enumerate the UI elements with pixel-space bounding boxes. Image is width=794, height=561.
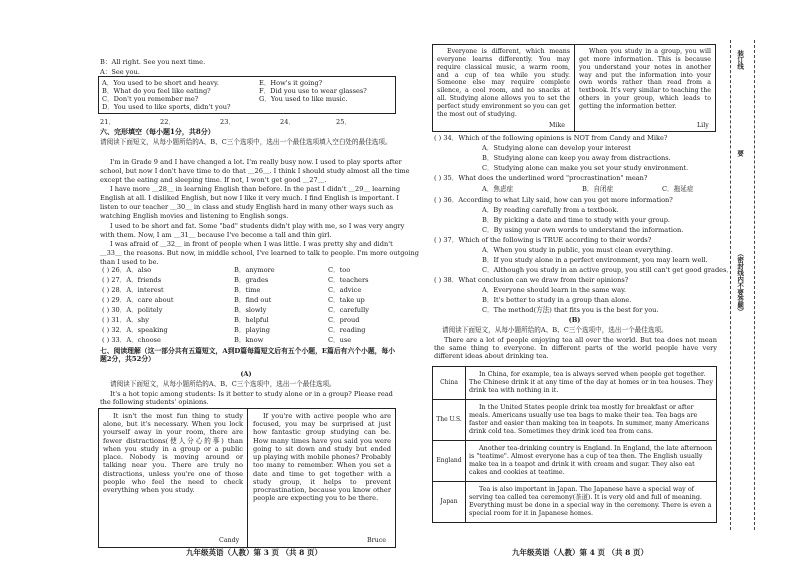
cloze-line: I'm in Grade 9 and I have changed a lot. I'm really busy now. I used to play sports after	[110, 158, 402, 166]
binding-warning: （密封线内不要答题）	[736, 250, 745, 315]
question-30[interactable]: ( ) 30．A．politely	[102, 306, 163, 314]
country-cell: China	[433, 367, 466, 400]
table-row	[433, 367, 717, 400]
country-cell: The U.S.	[433, 400, 466, 441]
question-31-b[interactable]: B．helpful	[234, 316, 269, 324]
option-a: A．You used to be short and heavy.	[102, 79, 219, 87]
question-26[interactable]: ( ) 26．A．also	[102, 266, 152, 274]
question-34[interactable]: ( ) 34．Which of the following opinions is NOT from Candy and Mike?	[434, 134, 668, 142]
answer-slot-21: 21．	[100, 118, 115, 126]
option-b: B．What do you feel like eating?	[102, 87, 211, 95]
question-27-c[interactable]: C．teachers	[328, 276, 369, 284]
question-36[interactable]: ( ) 36．According to what Lily said, how can you get more information?	[434, 196, 673, 204]
section-6-title: 六、完形填空（每小题1分，共8分）	[100, 127, 215, 136]
lily-signature: Lily	[697, 122, 709, 130]
answer-slot-22: 22．	[160, 118, 175, 126]
q35-option-c[interactable]: C．拖延症	[662, 185, 694, 193]
passage-b-instructions: 请阅读下面短文，从每小题所给的A、B、C三个选项中，选出一个最佳选项。	[442, 326, 668, 334]
passage-b-label: (B)	[568, 316, 581, 324]
question-27[interactable]: ( ) 27．A．friends	[102, 276, 162, 284]
tea-table	[432, 366, 717, 523]
q37-option-a[interactable]: A．When you study in public, you must clean everything.	[482, 246, 673, 254]
option-f: F．Did you use to wear glasses?	[259, 87, 367, 95]
q36-option-b[interactable]: B．By picking a date and time to study with your group.	[482, 216, 671, 224]
q35-option-a[interactable]: A．焦虑症	[482, 185, 514, 193]
question-29[interactable]: ( ) 29．A．care about	[102, 296, 174, 304]
table-row	[433, 400, 717, 441]
section-6-instructions: 请阅读下面短文，从每小题所给的A、B、C三个选项中，选出一个最佳选项填入空白处的最佳选项。	[100, 138, 392, 146]
q38-option-c[interactable]: C．The method(方法) that fits you is the best for you.	[482, 306, 659, 314]
q34-option-c[interactable]: C．Studying alone can make you set your study environment.	[482, 164, 689, 172]
passage-a-intro: It's a hot topic among students: Is it better to study alone or in a group? Please read the following students' opinions.	[100, 390, 393, 407]
question-32-b[interactable]: B．playing	[234, 326, 271, 334]
candy-opinion: It isn't the most fun thing to study alone, but it's necessary. When you lock yourself away in your room, there are fewer distractions(使人分心的事) than when you study in a group or a public place. Nobody is moving around or talking near you. There are truly no distractions, unless you're one of those people who feel the need to check everything when you study.	[103, 412, 243, 495]
country-text-cell: In China, for example, tea is always served when people get together. The Chinese drink it at any time of the day at homes or in tea houses. They drink tea with nothing in it.	[466, 367, 717, 400]
q38-option-b[interactable]: B．It's better to study in a group than alone.	[482, 296, 632, 304]
cloze-line: school, but now I don't have time to do that ＿26＿. I think I should study almost all the time	[100, 167, 410, 175]
question-32[interactable]: ( ) 32．A．speaking	[102, 326, 168, 334]
q35-option-b[interactable]: B．自闭症	[582, 185, 614, 193]
question-31-c[interactable]: C．proud	[328, 316, 360, 324]
country-cell: England	[433, 441, 466, 482]
q37-option-b[interactable]: B．If you study alone in a perfect environment, you may learn well.	[482, 256, 708, 264]
question-26-b[interactable]: B．anymore	[234, 266, 275, 274]
q34-option-a[interactable]: A．Studying alone can develop your interest	[482, 144, 631, 152]
cloze-line: listen to our teacher ＿30＿ in class and study English hard in many other ways such as	[100, 203, 394, 211]
binding-label: 装订线	[736, 50, 745, 70]
mike-signature: Mike	[549, 122, 566, 130]
cloze-line: I used to be short and fat. Some "bad" students didn't play with me, so I was very angry	[110, 222, 405, 230]
question-32-c[interactable]: C．reading	[328, 326, 366, 334]
option-c: C．Don't you remember me?	[102, 95, 199, 103]
country-text-cell: In the United States people drink tea mostly for breakfast or after meals. Americans usually use tea bags to make their tea. Tea bags are faster and easier than making tea in teapots. In summer, many Americans drink cold tea. Sometimes they drink iced tea from cans.	[466, 400, 717, 441]
cloze-line: I was afraid of ＿32＿ in front of people when I was little. I was pretty shy and didn't	[110, 240, 393, 248]
option-e: E．How's it going?	[259, 79, 323, 87]
dialogue-line-b: B：All right. See you next time.	[100, 58, 206, 66]
mike-opinion: Everyone is different, which means everyone learns differently. You may require classical music, a warm room, and a cup of tea while you study. Someone else may require complete silence, a cool room, and no snacks at all. Studying alone allows you to set the perfect study environment so you can get the most out of studying.	[437, 48, 570, 118]
cloze-line: I have more ＿28＿ in learning English than before. In the past I didn't ＿29＿ learning	[110, 185, 401, 193]
question-28[interactable]: ( ) 28．A．interest	[102, 286, 164, 294]
passage-a-instructions: 请阅读下面短文，从每小题所给的A、B、C三个选项中，选出一个最佳选项。	[110, 380, 336, 388]
country-cell: Japan	[433, 482, 466, 523]
answer-slot-25: 25．	[336, 118, 351, 126]
passage-b-intro: There are a lot of people enjoying tea all over the world. But tea does not mean the same thing to everyone. In different parts of the world people have very different ideas about drinking tea.	[434, 336, 717, 361]
question-38[interactable]: ( ) 38．What conclusion can we draw from their opinions?	[434, 276, 629, 284]
question-33[interactable]: ( ) 33．A．choose	[102, 336, 161, 344]
q38-option-a[interactable]: A．Everyone should learn in the same way.	[482, 286, 627, 294]
cloze-line: ＿33＿ the reasons. But now, in middle school, I've learned to talk to people. I'm more outgoing	[100, 249, 419, 257]
question-33-b[interactable]: B．know	[234, 336, 264, 344]
question-28-c[interactable]: C．advice	[328, 286, 362, 294]
cut-line	[754, 40, 755, 530]
question-29-c[interactable]: C．take up	[328, 296, 365, 304]
bruce-signature: Bruce	[367, 537, 386, 545]
cloze-line: watching English movies and listening to English songs.	[100, 212, 289, 220]
answer-slot-24: 24．	[280, 118, 295, 126]
question-26-c[interactable]: C．too	[328, 266, 351, 274]
opinions-box-1	[98, 408, 396, 548]
page-footer-3: 九年级英语（人教）第 3 页 （共 8 页）	[186, 548, 322, 557]
options-box	[98, 76, 396, 114]
table-row	[433, 482, 717, 523]
question-31[interactable]: ( ) 31．A．shy	[102, 316, 150, 324]
cut-line	[730, 40, 731, 530]
candy-signature: Candy	[219, 537, 240, 545]
cloze-line: with them. Now, I am ＿31＿ because I've become a tall and thin girl.	[100, 231, 332, 239]
question-30-b[interactable]: B．slowly	[234, 306, 267, 314]
country-text-cell: Another tea-drinking country is England. In England, the late afternoon is "teatime". Almost everyone has a cup of tea then. The English usually make tea in a teapot and drink it with cream and sugar. They also eat cakes and cookies at teatime.	[466, 441, 717, 482]
opinions-box-2	[432, 44, 716, 132]
question-37[interactable]: ( ) 37．Which of the following is TRUE according to their words?	[434, 236, 652, 244]
page-footer-4: 九年级英语（人教）第 4 页 （共 8 页）	[512, 548, 648, 557]
option-g: G．You used to like music.	[259, 95, 348, 103]
cloze-line: English at all. I disliked English, but now I like it very much. I find English is important. I	[100, 194, 400, 202]
binding-margin	[724, 40, 762, 530]
q36-option-c[interactable]: C．By using your own words to understand the information.	[482, 226, 684, 234]
cloze-line: than I used to be.	[100, 258, 159, 266]
q34-option-b[interactable]: B．Studying alone can keep you away from distractions.	[482, 154, 671, 162]
q36-option-a[interactable]: A．By reading carefully from a textbook.	[482, 206, 619, 214]
question-35[interactable]: ( ) 35．What does the underlined word "procrastination" mean?	[434, 174, 648, 182]
country-text-cell: Tea is also important in Japan. The Japanese have a special way of serving tea called tea ceremony(茶道). It is very old and full of meaning. Everything must be done in a special way in the ceremony. There is even a special room for it in Japanese homes.	[466, 482, 717, 523]
bruce-opinion: If you're with active people who are focused, you may be surprised at just how fantastic group studying can be. How many times have you said you were going to sit down and study but ended up playing with mobile phones? Probably too many to remember. When you set a date and time to get together with a study group, it helps to prevent procrastination, because you know other people are expecting you to be there.	[253, 412, 391, 503]
table-row	[433, 441, 717, 482]
cloze-line: except the eating and sleeping time. If not, I won't get good ＿27＿.	[100, 176, 327, 184]
lily-opinion: When you study in a group, you will get more information. This is because you understand your notes in another way and put the information into your own words rather than read from a textbook. It's very similar to teaching the others in your group, which leads to getting the information better.	[579, 48, 711, 111]
column-divider	[247, 409, 248, 547]
section-7-title: 七、阅读理解（这一部分共有五篇短文，A到D篇每篇短文后有五个小题，E篇后有六个小题，每小题2分，共52分）	[100, 347, 396, 364]
column-divider	[574, 45, 575, 131]
option-d: D．You used to like sports, didn't you?	[102, 103, 231, 111]
question-33-c[interactable]: C．use	[328, 336, 352, 344]
question-28-b[interactable]: B．time	[234, 286, 261, 294]
dialogue-line-a: A：See you.	[100, 68, 140, 76]
q37-option-c[interactable]: C．Although you study in an active group, you still can't get good grades．	[482, 266, 734, 274]
question-29-b[interactable]: B．find out	[234, 296, 272, 304]
answer-slot-23: 23．	[220, 118, 235, 126]
question-27-b[interactable]: B．grades	[234, 276, 269, 284]
question-30-c[interactable]: C．carefully	[328, 306, 369, 314]
binding-mark: 要	[736, 150, 745, 157]
passage-a-label: (A)	[240, 370, 252, 378]
